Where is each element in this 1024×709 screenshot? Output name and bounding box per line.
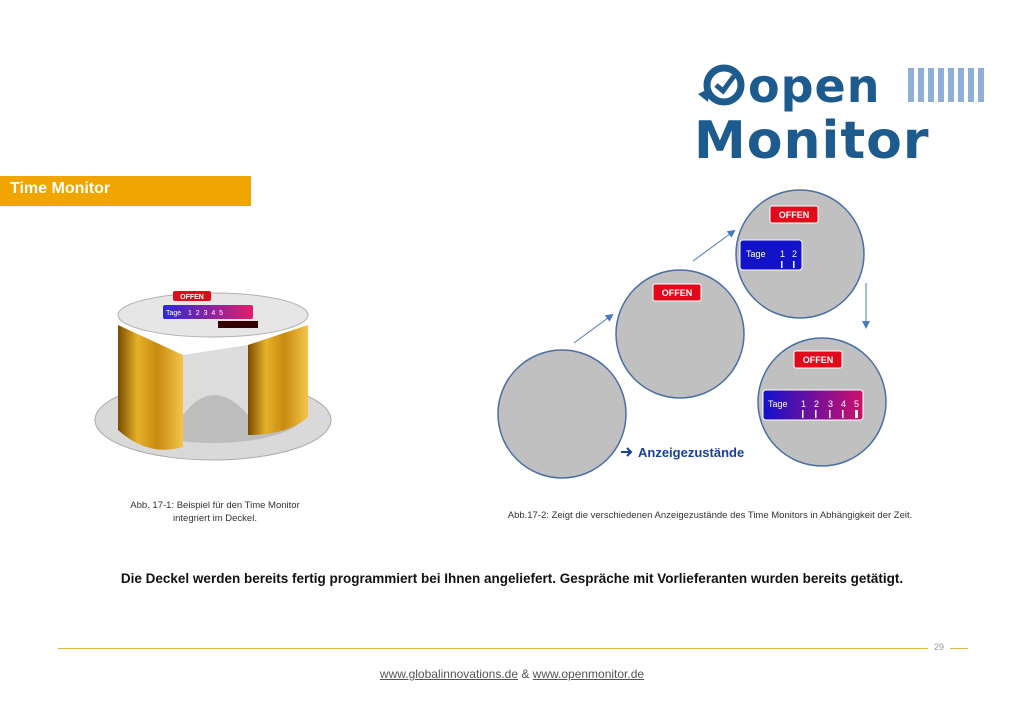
logo-line2: Monitor — [694, 111, 930, 168]
page-number: 29 — [933, 642, 944, 652]
cap-figure-caption — [100, 499, 330, 525]
main-statement: Die Deckel werden bereits fertig programmiert bei Ihnen angeliefert. Gespräche mit Vorlieferanten wurden bereits getätigt. — [120, 571, 904, 586]
state-4-digit-3: 3 — [828, 399, 834, 409]
state-4-label: Tage — [768, 399, 788, 409]
states-figure-caption: Abb.17-2: Zeigt die verschiedenen Anzeigezustände des Time Monitors in Abhängigkeit der Zeit. — [507, 510, 913, 521]
state-4-digit-1: 1 — [801, 399, 807, 409]
state-3-digit-1: 1 — [780, 249, 786, 259]
clock-icon — [698, 68, 741, 102]
logo-line1: open — [748, 59, 881, 113]
cap-display-label: Tage — [166, 310, 182, 317]
openmonitor-logo — [690, 58, 990, 168]
footer-divider-left — [58, 648, 928, 649]
section-title: Time Monitor — [10, 180, 111, 197]
cap-caption-line2: integriert im Deckel. — [173, 513, 257, 524]
state-3-label: Tage — [746, 249, 766, 259]
footer-divider-right — [950, 648, 968, 649]
cap-display-digits: 1 2 3 4 5 — [188, 310, 224, 317]
state-3-badge: OFFEN — [778, 210, 810, 220]
state-4-digit-5: 5 — [854, 399, 860, 409]
display-states-diagram — [490, 185, 900, 485]
state-3-digit-2: 2 — [792, 249, 798, 259]
time-monitor-cap-illustration — [88, 285, 338, 465]
state-4-digit-4: 4 — [841, 399, 847, 409]
arrow-1-to-2 — [574, 315, 612, 343]
footer-separator: & — [518, 667, 533, 681]
right-arrow-icon — [621, 448, 631, 456]
arrow-2-to-3 — [693, 231, 734, 261]
states-arrow-label: Anzeigezustände — [638, 445, 745, 460]
cap-badge-text: OFFEN — [180, 294, 204, 301]
openmonitor-link[interactable]: www.openmonitor.de — [532, 667, 645, 681]
state-1-circle — [498, 350, 626, 478]
cap-caption-line1: Abb. 17-1: Beispiel für den Time Monitor — [130, 500, 300, 511]
state-4-digit-2: 2 — [814, 399, 820, 409]
logo-bars — [908, 68, 984, 102]
globalinnovations-link[interactable]: www.globalinnovations.de — [379, 667, 518, 681]
state-4-badge: OFFEN — [802, 355, 834, 365]
state-2-badge: OFFEN — [661, 288, 693, 298]
footer-links — [0, 667, 1024, 681]
section-title-bar — [0, 176, 251, 206]
